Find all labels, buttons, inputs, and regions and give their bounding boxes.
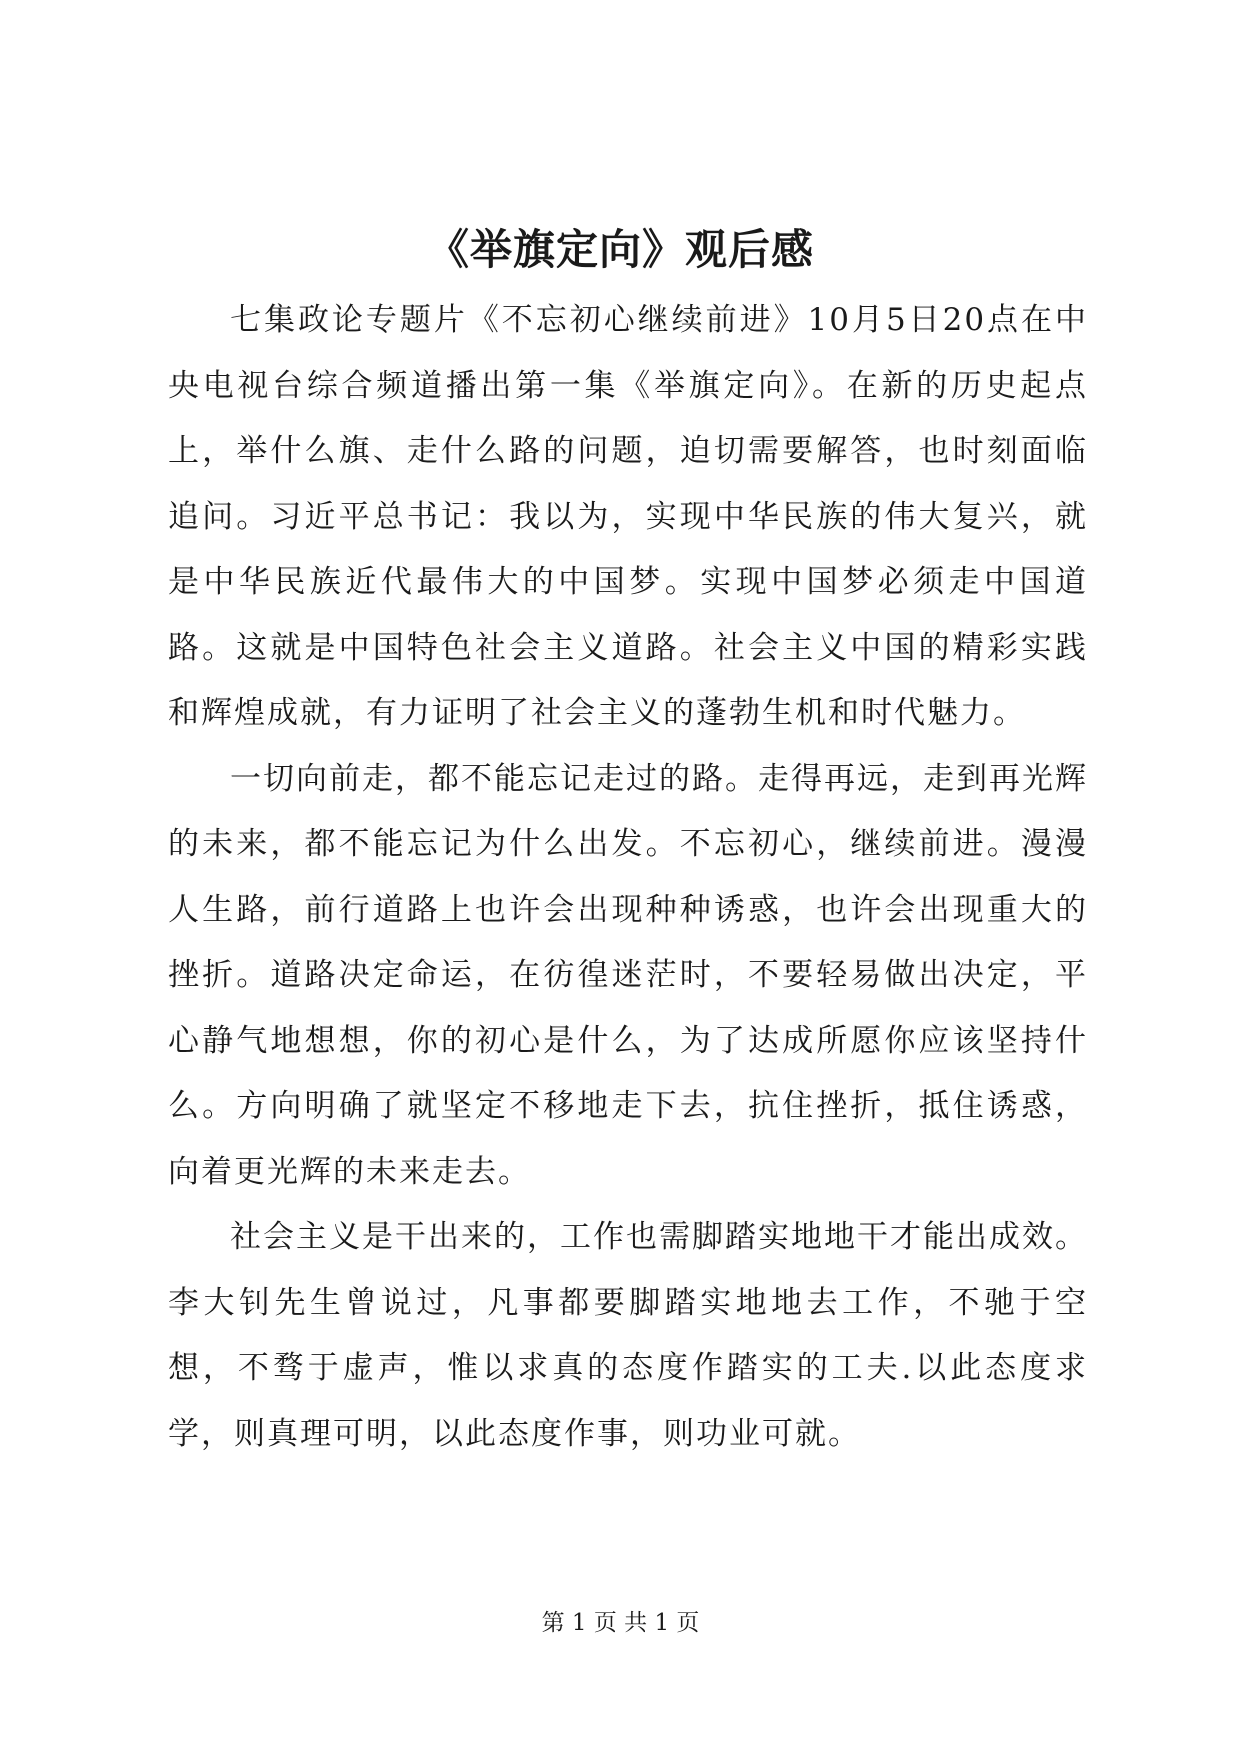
paragraph-3: 社会主义是干出来的，工作也需脚踏实地地干才能出成效。李大钊先生曾说过，凡事都要脚踏实地地去工作，不驰于空想，不骛于虚声，惟以求真的态度作踏实的工夫.以此态度求学，则真理可明，以此态度作事，则功业可就。: [168, 1219, 1088, 1452]
page-number-footer: 第 1 页 共 1 页: [541, 1610, 700, 1636]
paragraph-1: 七集政论专题片《不忘初心继续前进》10月5日20点在中央电视台综合频道播出第一集《举旗定向》。在新的历史起点上，举什么旗、走什么路的问题，迫切需要解答，也时刻面临追问。习近平总书记：我以为，实现中华民族的伟大复兴，就是中华民族近代最伟大的中国梦。实现中国梦必须走中国道路。这就是中国特色社会主义道路。社会主义中国的精彩实践和辉煌成就，有力证明了社会主义的蓬勃生机和时代魅力。: [168, 302, 1088, 731]
document-body: [168, 288, 1088, 1467]
document-title: 《举旗定向》观后感: [426, 225, 814, 274]
paragraph-2: 一切向前走，都不能忘记走过的路。走得再远，走到再光辉的未来，都不能忘记为什么出发。不忘初心，继续前进。漫漫人生路，前行道路上也许会出现种种诱惑，也许会出现重大的挫折。道路决定命运，在彷徨迷茫时，不要轻易做出决定，平心静气地想想，你的初心是什么，为了达成所愿你应该坚持什么。方向明确了就坚定不移地走下去，抗住挫折，抵住诱惑，向着更光辉的未来走去。: [168, 760, 1088, 1190]
